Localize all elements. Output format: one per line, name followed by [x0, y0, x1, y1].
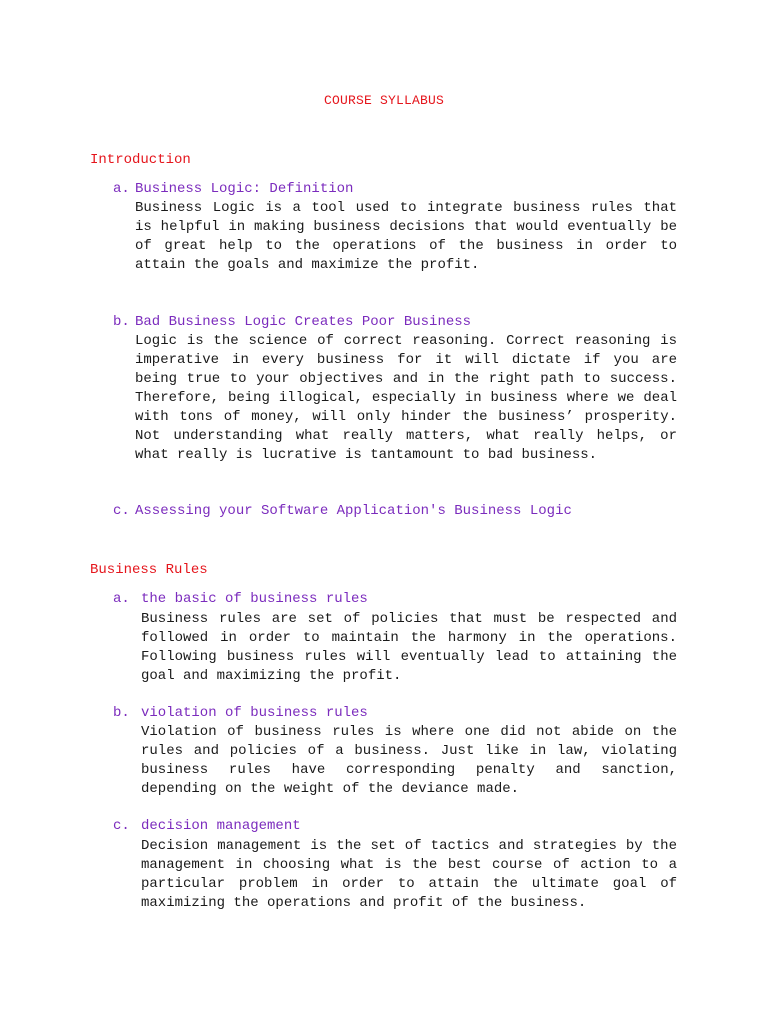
item-marker: a. [113, 591, 130, 607]
item-heading-business-logic-definition [113, 181, 353, 197]
item-marker: c. [113, 503, 130, 519]
item-heading-assessing-business-logic [113, 503, 572, 519]
item-heading-bad-business-logic [113, 314, 471, 330]
item-title: decision management [141, 818, 301, 834]
item-body-decision-management: Decision management is the set of tactics and strategies by the management in choosing what is the best course of action to a particular problem in order to attain the ultimate goal of maximizing the operations and profit of the business. [141, 838, 677, 911]
item-marker: b. [113, 314, 130, 330]
item-marker: a. [113, 181, 130, 197]
item-title: Business Logic: Definition [135, 181, 354, 197]
item-marker: b. [113, 705, 130, 721]
item-body-basic-of-business-rules: Business rules are set of policies that must be respected and followed in order to maintain the harmony in the operations. Following business rules will eventually lead to attaining the goal and maximizing the profit. [141, 611, 677, 684]
item-title: the basic of business rules [141, 591, 368, 607]
item-heading-violation-of-business-rules [113, 705, 368, 721]
item-title: violation of business rules [141, 705, 368, 721]
item-body-bad-business-logic: Logic is the science of correct reasoning. Correct reasoning is imperative in every business for it will dictate if you are being true to your objectives and in the right path to success. Therefore, being illogical, especially in business where we deal with tons of money, will only hinder the business’ prosperity. Not understanding what really matters, what really helps, or what really is lucrative is tantamount to bad business. [135, 333, 677, 463]
item-marker: c. [113, 818, 130, 834]
section-heading-business-rules: Business Rules [90, 562, 208, 578]
item-heading-basic-of-business-rules [113, 591, 368, 607]
item-body-business-logic-definition: Business Logic is a tool used to integrate business rules that is helpful in making business decisions that would eventually be of great help to the operations of the business in order to attain the goals and maximize the profit. [135, 200, 677, 273]
section-heading-introduction: Introduction [90, 152, 191, 168]
item-title: Bad Business Logic Creates Poor Business [135, 314, 472, 330]
item-title: Assessing your Software Application's Business Logic [135, 503, 572, 519]
item-body-violation-of-business-rules: Violation of business rules is where one did not abide on the rules and policies of a business. Just like in law, violating business rules have corresponding penalty and sanction, depending on the weight of the deviance made. [141, 724, 677, 797]
item-heading-decision-management [113, 818, 301, 834]
document-title: COURSE SYLLABUS [323, 93, 445, 108]
